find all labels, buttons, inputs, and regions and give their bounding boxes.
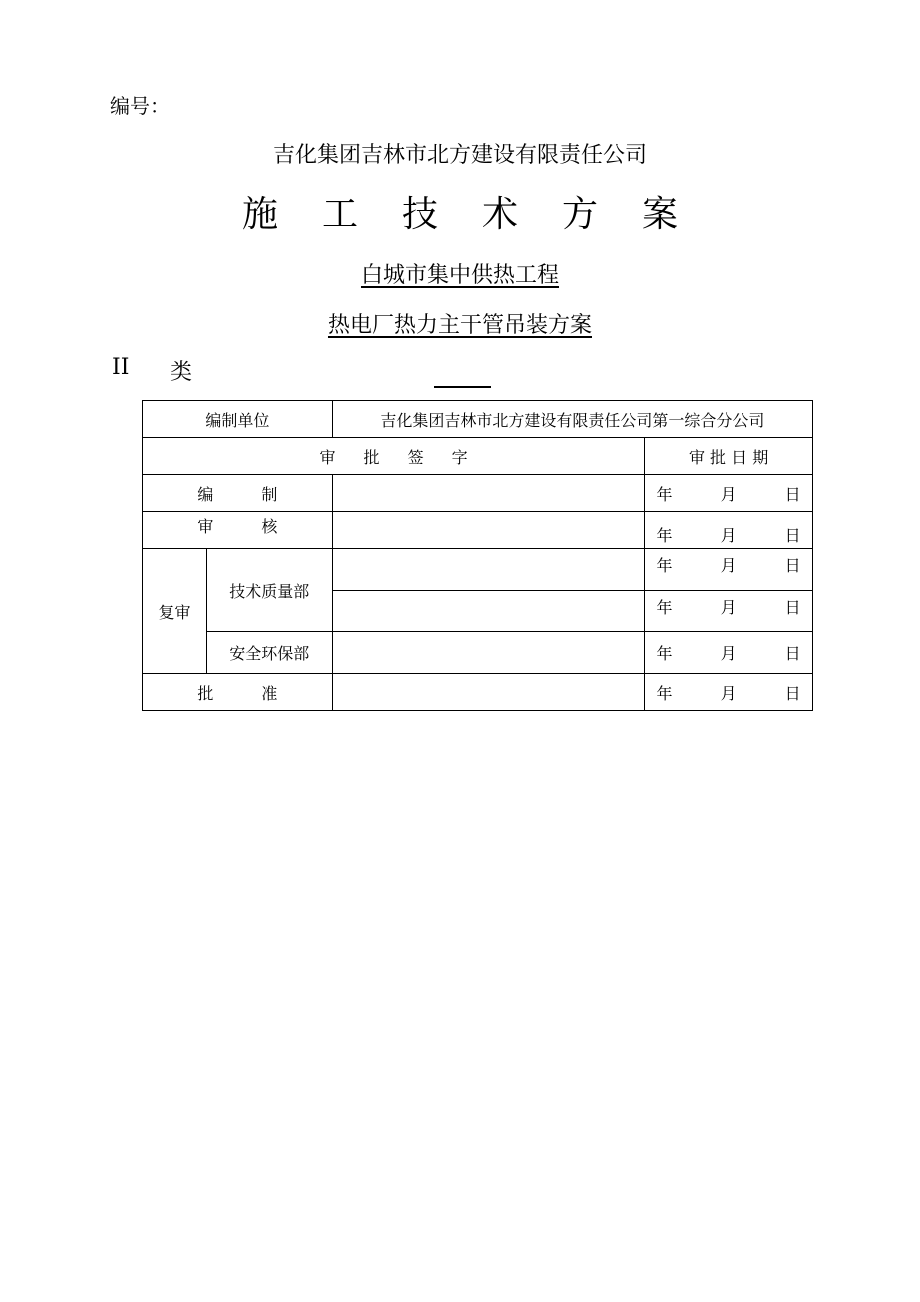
- sign-header-char: 字: [451, 447, 468, 467]
- approve-label-cell: [143, 674, 333, 711]
- unit-value-cell: [332, 401, 812, 438]
- review-char: 审: [197, 517, 214, 536]
- review-date-cell: [645, 512, 813, 549]
- approve-sign-cell: [332, 674, 644, 711]
- serial-number-label: 编号：: [110, 94, 170, 118]
- tech-sign-cell-2: [332, 591, 644, 632]
- sign-header-char: 审: [319, 447, 336, 467]
- approval-table: [142, 400, 813, 711]
- date-year: 年: [656, 526, 673, 545]
- scheme-name: 热电厂热力主干管吊装方案: [327, 313, 592, 338]
- class-label: II: [112, 355, 130, 380]
- title-char-1: 施: [241, 194, 278, 235]
- date-header-cell: [645, 438, 813, 475]
- date-day: 日: [784, 598, 801, 617]
- approve-char: 准: [261, 683, 278, 703]
- date-year: 年: [656, 484, 673, 504]
- date-month: 月: [720, 526, 737, 545]
- class-underline: [434, 386, 491, 388]
- recheck-label-cell: [143, 549, 207, 674]
- date-month: 月: [720, 598, 737, 617]
- date-year: 年: [656, 556, 673, 575]
- tech-date-cell-2: [645, 591, 813, 632]
- project-name: 白城市集中供热工程: [360, 263, 559, 288]
- tech-dept-cell: [206, 549, 332, 632]
- review-sign-cell: [332, 512, 644, 549]
- title-char-3: 技: [401, 194, 438, 235]
- date-month: 月: [720, 484, 737, 504]
- date-year: 年: [656, 683, 673, 703]
- safety-dept-cell: [206, 632, 332, 674]
- compile-date-cell: [645, 475, 813, 512]
- date-year: 年: [656, 598, 673, 617]
- sign-header-char: 签: [407, 447, 424, 467]
- document-title: [0, 186, 920, 237]
- unit-value: 吉化集团吉林市北方建设有限责任公司第一综合分公司: [380, 410, 765, 430]
- compile-label-cell: [143, 475, 333, 512]
- company-name: 吉化集团吉林市北方建设有限责任公司: [272, 143, 647, 168]
- unit-label-cell: [143, 401, 333, 438]
- date-month: 月: [720, 556, 737, 575]
- sign-header-char: 批: [363, 447, 380, 467]
- safety-sign-cell: [332, 632, 644, 674]
- date-header: 审 批 日 期: [688, 447, 769, 467]
- compile-char: 编: [197, 484, 214, 504]
- review-label-cell: [143, 512, 333, 549]
- recheck-label: 复审: [158, 602, 191, 622]
- approve-date-cell: [645, 674, 813, 711]
- safety-date-cell: [645, 632, 813, 674]
- review-char: 核: [261, 517, 278, 536]
- safety-dept-label: 安全环保部: [229, 644, 310, 663]
- title-char-2: 工: [321, 194, 358, 235]
- date-day: 日: [784, 484, 801, 504]
- sign-header-cell: [143, 438, 645, 475]
- tech-sign-cell-1: [332, 549, 644, 591]
- unit-label: 编制单位: [205, 410, 270, 430]
- tech-dept-label: 技术质量部: [229, 581, 310, 601]
- date-day: 日: [784, 526, 801, 545]
- title-char-5: 方: [562, 194, 599, 235]
- compile-char: 制: [261, 484, 278, 504]
- date-day: 日: [784, 644, 801, 663]
- tech-date-cell-1: [645, 549, 813, 591]
- title-char-6: 案: [642, 194, 679, 235]
- date-month: 月: [720, 644, 737, 663]
- date-day: 日: [784, 683, 801, 703]
- date-day: 日: [784, 556, 801, 575]
- date-year: 年: [656, 644, 673, 663]
- class-value: 类: [170, 360, 193, 385]
- compile-sign-cell: [332, 475, 644, 512]
- date-month: 月: [720, 683, 737, 703]
- title-char-4: 术: [482, 194, 519, 235]
- approve-char: 批: [197, 683, 214, 703]
